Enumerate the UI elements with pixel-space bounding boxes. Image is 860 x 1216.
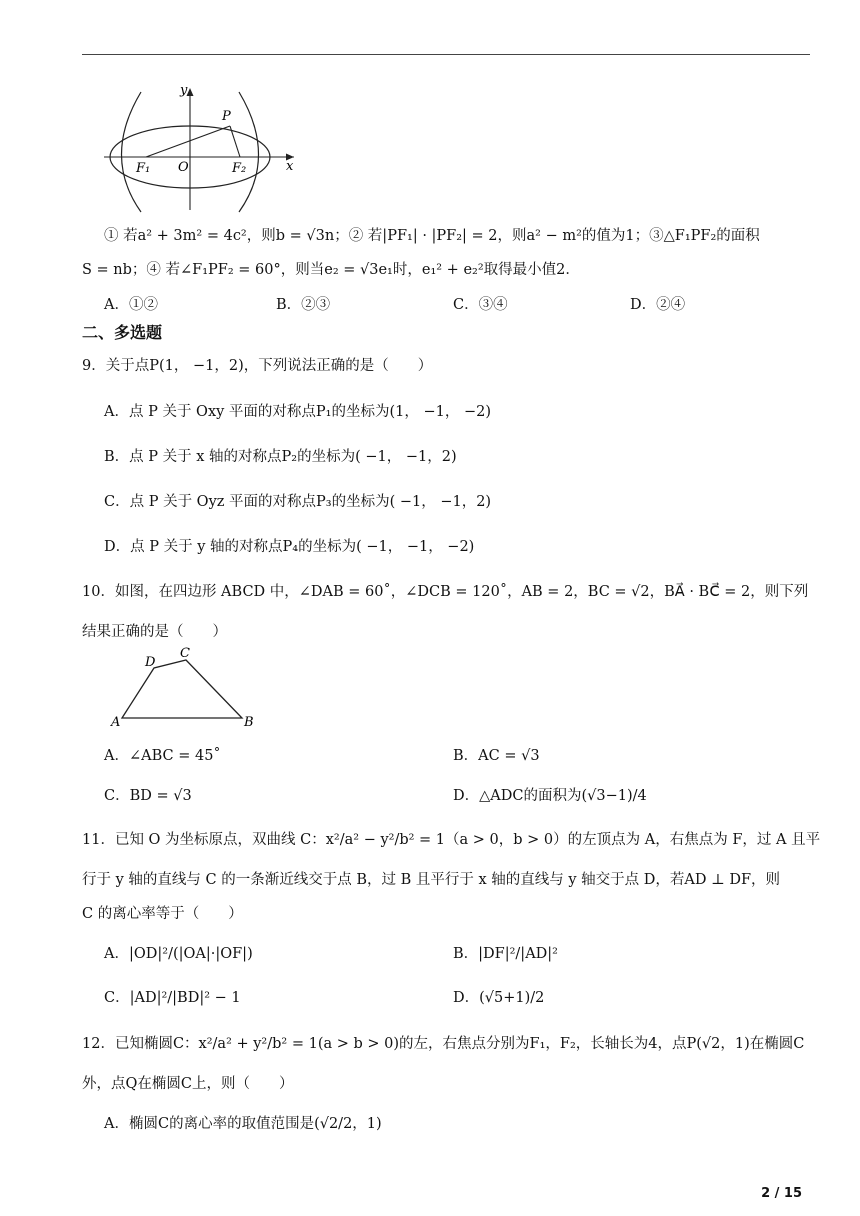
fig-label-a: A: [111, 715, 121, 730]
q8-option-c[interactable]: C．③④: [453, 297, 508, 313]
q9-stem: 9．关于点P(1， −1，2)，下列说法正确的是（ ）: [82, 358, 433, 374]
q8-option-b[interactable]: B．②③: [276, 297, 331, 313]
section-title: 二、多选题: [82, 323, 163, 342]
q8-option-d[interactable]: D．②④: [630, 297, 686, 313]
q9-option-c[interactable]: C．点 P 关于 Oyz 平面的对称点P₃的坐标为( −1， −1，2): [104, 494, 492, 510]
fig-label-x: x: [286, 159, 294, 174]
q10-option-b[interactable]: B．AC = √3: [453, 748, 540, 764]
q10-option-c[interactable]: C．BD = √3: [104, 788, 192, 804]
q8-statement-line2: S = nb；④ 若∠F₁PF₂ = 60°，则当e₂ = √3e₁时，e₁² + e₂²取得最小值2．: [82, 262, 580, 278]
q12-stem-line2: 外，点Q在椭圆C上，则（ ）: [82, 1076, 294, 1092]
q11-option-c[interactable]: C．|AD|²/|BD|² − 1: [104, 990, 241, 1006]
q11-option-d[interactable]: D．(√5+1)/2: [453, 990, 545, 1006]
fig-label-f2: F₂: [232, 161, 247, 176]
q10-option-d[interactable]: D．△ADC的面积为(√3−1)/4: [453, 788, 647, 804]
fig-label-b: B: [244, 715, 254, 730]
q12-stem-line1: 12．已知椭圆C：x²/a² + y²/b² = 1(a > b > 0)的左，右焦点分别为F₁，F₂，长轴长为4，点P(√2，1)在椭圆C: [82, 1036, 805, 1052]
fig-label-p: P: [222, 109, 231, 124]
q11-stem-line3: C 的离心率等于（ ）: [82, 906, 243, 922]
page-number: 2 / 15: [761, 1186, 802, 1201]
fig-label-d: D: [145, 655, 156, 670]
q11-stem-line1: 11．已知 O 为坐标原点，双曲线 C：x²/a² − y²/b² = 1（a > 0，b > 0）的左顶点为 A，右焦点为 F，过 A 且平: [82, 832, 821, 848]
q9-option-d[interactable]: D．点 P 关于 y 轴的对称点P₄的坐标为( −1， −1， −2): [104, 539, 475, 555]
q11-option-b[interactable]: B．|DF|²/|AD|²: [453, 946, 558, 962]
fig-label-o: O: [178, 160, 189, 175]
q9-option-a[interactable]: A．点 P 关于 Oxy 平面的对称点P₁的坐标为(1， −1， −2): [104, 404, 491, 420]
q11-stem-line2: 行于 y 轴的直线与 C 的一条渐近线交于点 B，过 B 且平行于 x 轴的直线与 y 轴交于点 D，若AD ⊥ DF，则: [82, 872, 781, 888]
ellipse-hyperbola-figure: [98, 82, 302, 214]
q8-option-a[interactable]: A．①②: [104, 297, 158, 313]
q10-stem-line2: 结果正确的是（ ）: [82, 624, 227, 640]
q11-option-a[interactable]: A．|OD|²/(|OA|·|OF|): [104, 946, 253, 962]
quadrilateral-figure: [108, 644, 258, 730]
fig-label-y: y: [180, 83, 188, 98]
fig-label-c: C: [180, 646, 190, 661]
fig-label-f1: F₁: [136, 161, 151, 176]
q9-option-b[interactable]: B．点 P 关于 x 轴的对称点P₂的坐标为( −1， −1，2): [104, 449, 457, 465]
header-rule: [82, 54, 810, 55]
q10-option-a[interactable]: A．∠ABC = 45˚: [104, 748, 221, 764]
q12-option-a[interactable]: A．椭圆C的离心率的取值范围是(√2/2，1): [104, 1116, 382, 1132]
q10-stem-line1: 10．如图，在四边形 ABCD 中，∠DAB = 60˚，∠DCB = 120˚，AB = 2，BC = √2，BA⃗ · BC⃗ = 2，则下列: [82, 584, 809, 600]
q8-statement-line1: ① 若a² + 3m² = 4c²，则b = √3n；② 若|PF₁| · |PF₂| = 2，则a² − m²的值为1；③△F₁PF₂的面积: [104, 228, 760, 244]
